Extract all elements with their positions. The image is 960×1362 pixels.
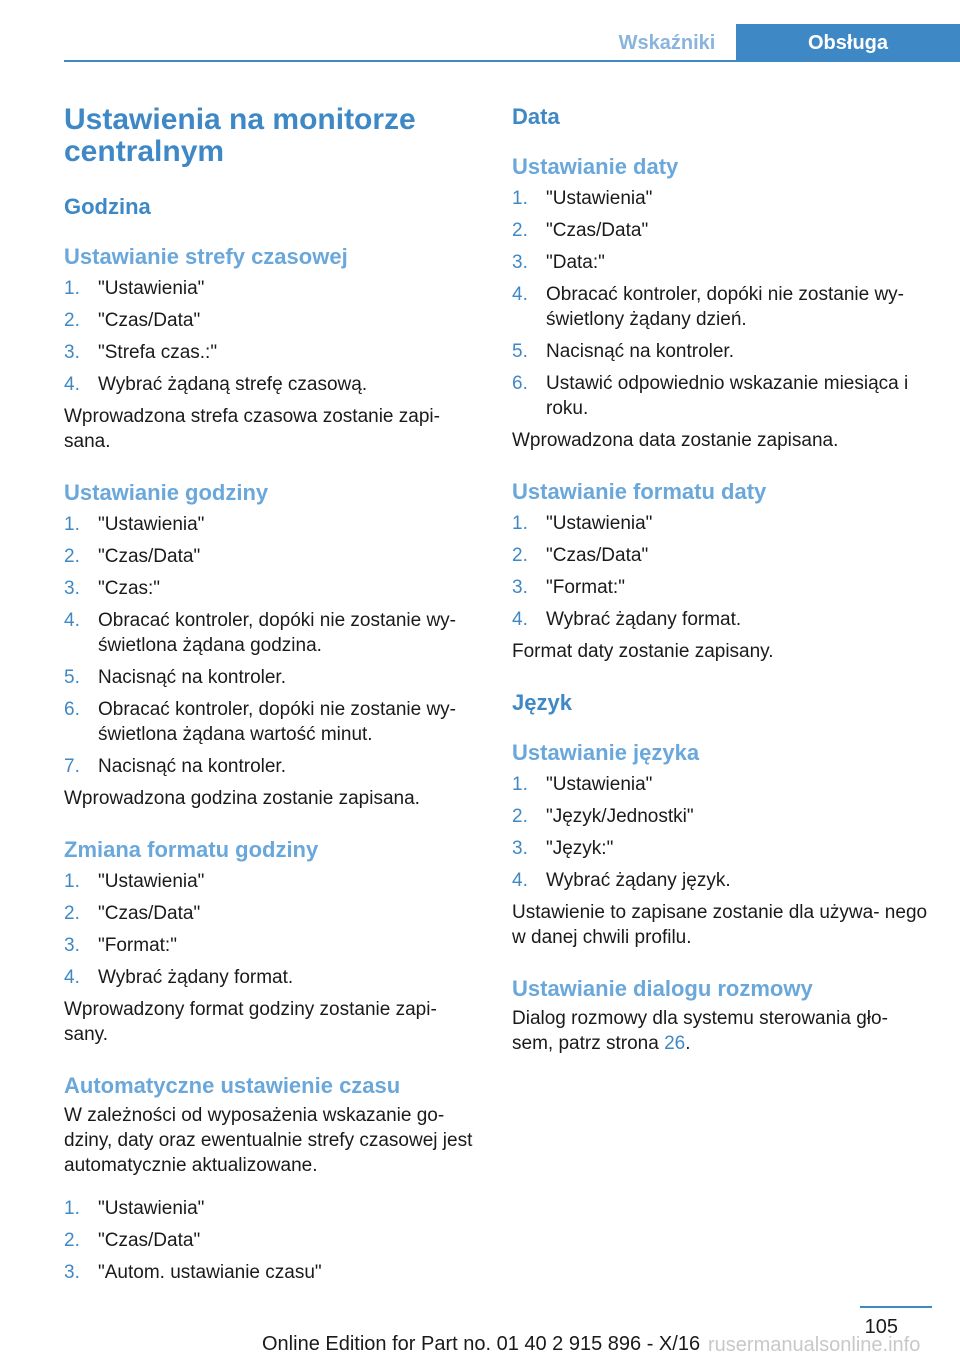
page-number: 105 bbox=[864, 1316, 898, 1338]
step-number: 2. bbox=[512, 545, 528, 566]
subsection-heading-auto-time: Automatyczne ustawienie czasu bbox=[64, 1073, 401, 1098]
list-item bbox=[512, 218, 932, 243]
step-number: 2. bbox=[512, 806, 528, 827]
step-text: Wybrać żądany format. bbox=[98, 967, 294, 988]
step-text: "Czas:" bbox=[98, 578, 161, 599]
list-item bbox=[64, 1228, 476, 1253]
list-item bbox=[512, 607, 932, 632]
step-number: 1. bbox=[512, 774, 528, 795]
voice-dialog-text-end: . bbox=[685, 1033, 691, 1054]
step-number: 3. bbox=[64, 578, 80, 599]
subsection-heading-set-time: Ustawianie godziny bbox=[64, 480, 269, 505]
step-text: Nacisnąć na kontroler. bbox=[546, 341, 734, 362]
steps-list-timezone bbox=[64, 276, 476, 397]
step-number: 4. bbox=[512, 609, 528, 630]
steps-list-time-format bbox=[64, 869, 476, 990]
step-number: 3. bbox=[64, 1262, 80, 1283]
step-text: "Ustawienia" bbox=[546, 188, 653, 209]
step-text: "Język/Jednostki" bbox=[546, 806, 694, 827]
list-item bbox=[64, 869, 476, 894]
list-item bbox=[512, 868, 932, 893]
header-tab-indicators[interactable]: Wskaźniki bbox=[618, 32, 716, 54]
step-number: 6. bbox=[64, 699, 80, 720]
step-number: 3. bbox=[512, 252, 528, 273]
step-text: "Język:" bbox=[546, 838, 614, 859]
step-number: 1. bbox=[64, 278, 80, 299]
step-text: Wybrać żądany format. bbox=[546, 609, 742, 630]
step-text: "Czas/Data" bbox=[98, 903, 201, 924]
paragraph-date-format-note: Format daty zostanie zapisany. bbox=[512, 641, 774, 662]
step-text: "Ustawienia" bbox=[546, 774, 653, 795]
step-number: 2. bbox=[64, 1230, 80, 1251]
list-item bbox=[64, 1260, 476, 1285]
subsection-heading-set-date: Ustawianie daty bbox=[512, 154, 679, 179]
step-text: Wybrać żądaną strefę czasową. bbox=[98, 374, 368, 395]
step-text: "Ustawienia" bbox=[98, 1198, 205, 1219]
subsection-heading-voice-dialog: Ustawianie dialogu rozmowy bbox=[512, 976, 813, 1001]
list-item bbox=[64, 340, 476, 365]
step-text: "Data:" bbox=[546, 252, 605, 273]
step-text: Nacisnąć na kontroler. bbox=[98, 667, 286, 688]
step-text: Nacisnąć na kontroler. bbox=[98, 756, 286, 777]
subsection-heading-set-language: Ustawianie języka bbox=[512, 740, 700, 765]
section-heading-language: Język bbox=[512, 690, 572, 715]
step-number: 5. bbox=[64, 667, 80, 688]
list-item bbox=[512, 250, 932, 275]
subsection-heading-time-format: Zmiana formatu godziny bbox=[64, 837, 319, 862]
step-text: "Czas/Data" bbox=[546, 220, 649, 241]
voice-dialog-text: Dialog rozmowy dla systemu sterowania gło‐ sem, patrz strona bbox=[512, 1008, 888, 1054]
list-item bbox=[64, 1196, 476, 1221]
step-number: 7. bbox=[64, 756, 80, 777]
step-text: "Czas/Data" bbox=[98, 310, 201, 331]
header-rule bbox=[64, 60, 960, 62]
list-item bbox=[512, 186, 932, 211]
paragraph-set-language-note: Ustawienie to zapisane zostanie dla używa‐ nego w danej chwili profilu. bbox=[512, 902, 928, 948]
step-number: 1. bbox=[512, 513, 528, 534]
list-item bbox=[64, 754, 476, 779]
footer-rule bbox=[860, 1306, 932, 1308]
step-number: 6. bbox=[512, 373, 528, 394]
list-item bbox=[64, 276, 476, 301]
step-number: 3. bbox=[64, 342, 80, 363]
list-item bbox=[64, 697, 476, 747]
step-text: "Format:" bbox=[98, 935, 177, 956]
footer-edition: Online Edition for Part no. 01 40 2 915 896 - X/16 bbox=[262, 1333, 701, 1355]
page-reference-link[interactable]: 26 bbox=[664, 1033, 686, 1054]
steps-list-set-language bbox=[512, 772, 932, 893]
step-number: 3. bbox=[512, 577, 528, 598]
list-item bbox=[512, 339, 932, 364]
list-item bbox=[64, 965, 476, 990]
left-column bbox=[64, 98, 476, 1292]
section-heading-time: Godzina bbox=[64, 194, 151, 219]
step-text: Ustawić odpowiednio wskazanie miesiąca i roku. bbox=[546, 373, 909, 419]
header-tab-operation[interactable]: Obsługa bbox=[736, 24, 960, 62]
list-item bbox=[64, 512, 476, 537]
paragraph-timezone-note: Wprowadzona strefa czasowa zostanie zapi‐ sana. bbox=[64, 406, 440, 452]
step-text: Obracać kontroler, dopóki nie zostanie wy‐ świetlona żądana wartość minut. bbox=[98, 699, 457, 745]
steps-list-set-time bbox=[64, 512, 476, 779]
step-number: 1. bbox=[64, 871, 80, 892]
paragraph-time-format-note: Wprowadzony format godziny zostanie zapi‐ sany. bbox=[64, 999, 437, 1045]
step-text: Obracać kontroler, dopóki nie zostanie wy‐ świetlona żądana godzina. bbox=[98, 610, 457, 656]
steps-list-set-date bbox=[512, 186, 932, 421]
list-item bbox=[512, 282, 932, 332]
step-text: "Ustawienia" bbox=[546, 513, 653, 534]
step-text: "Ustawienia" bbox=[98, 514, 205, 535]
step-text: "Ustawienia" bbox=[98, 871, 205, 892]
list-item bbox=[512, 836, 932, 861]
step-text: Obracać kontroler, dopóki nie zostanie wy‐ świetlony żądany dzień. bbox=[546, 284, 905, 330]
step-text: "Autom. ustawianie czasu" bbox=[98, 1262, 322, 1283]
section-heading-date: Data bbox=[512, 104, 560, 129]
step-text: Wybrać żądany język. bbox=[546, 870, 731, 891]
step-number: 1. bbox=[64, 514, 80, 535]
list-item bbox=[512, 543, 932, 568]
list-item bbox=[512, 575, 932, 600]
step-number: 4. bbox=[512, 870, 528, 891]
step-number: 4. bbox=[64, 967, 80, 988]
step-number: 3. bbox=[512, 838, 528, 859]
list-item bbox=[64, 608, 476, 658]
step-number: 4. bbox=[64, 610, 80, 631]
list-item bbox=[512, 772, 932, 797]
subsection-heading-date-format: Ustawianie formatu daty bbox=[512, 479, 767, 504]
paragraph-set-time-note: Wprowadzona godzina zostanie zapisana. bbox=[64, 788, 420, 809]
steps-list-auto-time bbox=[64, 1196, 476, 1285]
step-number: 2. bbox=[512, 220, 528, 241]
step-number: 2. bbox=[64, 903, 80, 924]
step-number: 4. bbox=[64, 374, 80, 395]
steps-list-date-format bbox=[512, 511, 932, 632]
step-number: 1. bbox=[64, 1198, 80, 1219]
step-number: 2. bbox=[64, 546, 80, 567]
list-item bbox=[64, 308, 476, 333]
list-item bbox=[512, 511, 932, 536]
step-text: "Ustawienia" bbox=[98, 278, 205, 299]
step-text: "Czas/Data" bbox=[98, 1230, 201, 1251]
list-item bbox=[64, 933, 476, 958]
step-text: "Format:" bbox=[546, 577, 625, 598]
step-number: 4. bbox=[512, 284, 528, 305]
paragraph-voice-dialog bbox=[512, 1006, 932, 1056]
subsection-heading-timezone: Ustawianie strefy czasowej bbox=[64, 244, 348, 269]
step-text: "Czas/Data" bbox=[98, 546, 201, 567]
list-item bbox=[64, 544, 476, 569]
step-number: 3. bbox=[64, 935, 80, 956]
list-item bbox=[64, 372, 476, 397]
step-number: 2. bbox=[64, 310, 80, 331]
right-column bbox=[512, 98, 932, 1056]
paragraph-set-date-note: Wprowadzona data zostanie zapisana. bbox=[512, 430, 839, 451]
step-number: 5. bbox=[512, 341, 528, 362]
list-item bbox=[512, 804, 932, 829]
step-text: "Strefa czas.:" bbox=[98, 342, 218, 363]
list-item bbox=[64, 665, 476, 690]
step-number: 1. bbox=[512, 188, 528, 209]
list-item bbox=[64, 576, 476, 601]
page-title: Ustawienia na monitorze centralnym bbox=[64, 103, 416, 168]
paragraph-auto-time: W zależności od wyposażenia wskazanie go‐ dziny, daty oraz ewentualnie strefy czasowej jest automatycznie aktualizowane. bbox=[64, 1105, 473, 1176]
list-item bbox=[64, 901, 476, 926]
list-item bbox=[512, 371, 932, 421]
watermark: rusermanualsonline.info bbox=[708, 1334, 921, 1356]
step-text: "Czas/Data" bbox=[546, 545, 649, 566]
